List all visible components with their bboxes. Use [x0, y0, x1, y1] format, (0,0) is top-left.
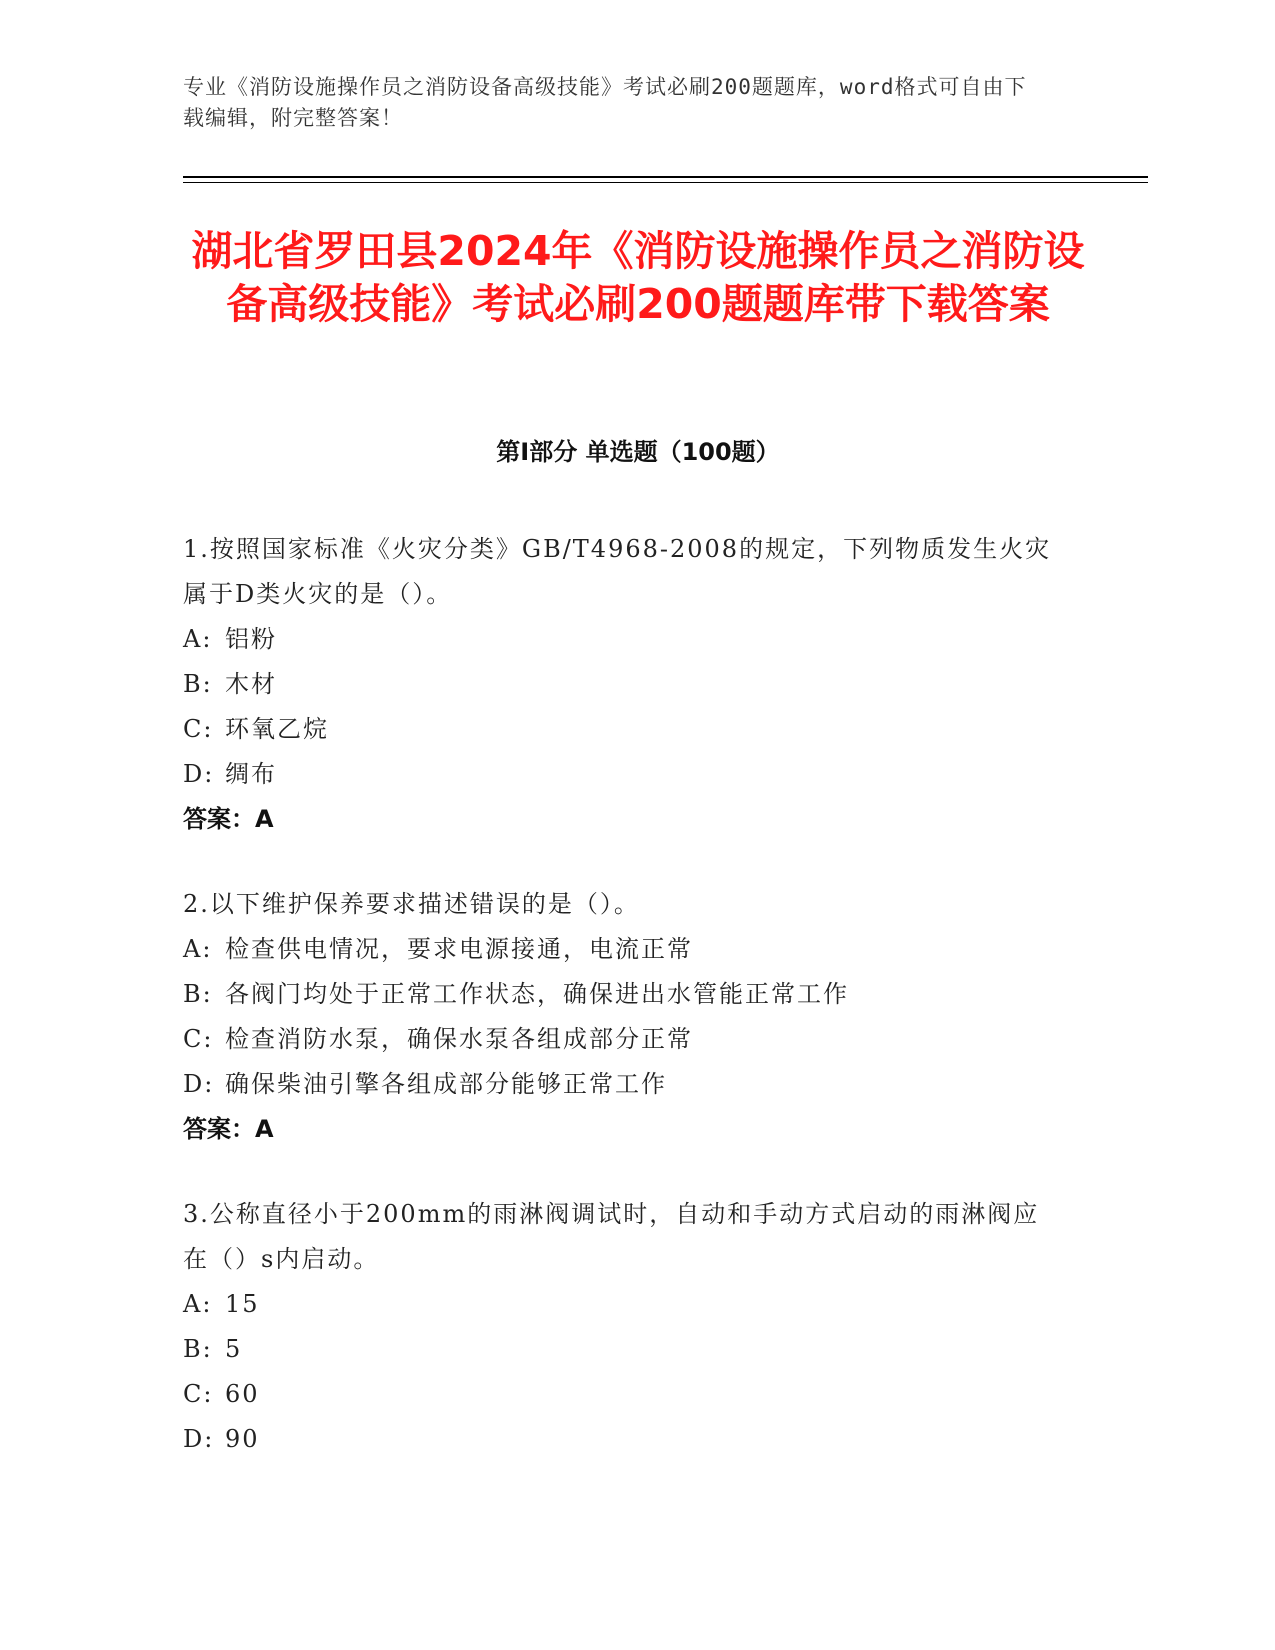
option-c: [183, 1017, 1063, 1062]
option-text: 各阀门均处于正常工作状态，确保进出水管能正常工作: [225, 980, 849, 1008]
option-b: [183, 1327, 1063, 1372]
option-text: 绸布: [225, 760, 277, 788]
option-letter: C:: [183, 1380, 214, 1408]
option-letter: A:: [183, 935, 213, 963]
answer-label: 答案：A: [183, 1115, 274, 1143]
option-text: 铝粉: [225, 625, 277, 653]
header-divider-thin: [183, 182, 1148, 183]
option-d: [183, 1062, 1063, 1107]
option-letter: B:: [183, 1335, 213, 1363]
option-text: 15: [225, 1290, 260, 1318]
section-title: 第Ⅰ部分 单选题（100题）: [496, 438, 780, 466]
question-stem: 2.以下维护保养要求描述错误的是（）。: [183, 890, 640, 918]
question-3: [183, 1192, 1063, 1462]
answer-label: 答案：A: [183, 805, 274, 833]
option-text: 检查供电情况，要求电源接通，电流正常: [225, 935, 693, 963]
option-a: [183, 617, 1063, 662]
option-text: 5: [225, 1335, 243, 1363]
option-d: [183, 1417, 1063, 1462]
option-a: [183, 1282, 1063, 1327]
option-letter: B:: [183, 670, 213, 698]
option-text: 60: [225, 1380, 260, 1408]
question-stem: 1.按照国家标准《火灾分类》GB/T4968-2008的规定，下列物质发生火灾属于D类火灾的是（）。: [183, 535, 1052, 608]
option-c: [183, 1372, 1063, 1417]
option-text: 木材: [225, 670, 277, 698]
option-a: [183, 927, 1063, 972]
option-text: 确保柴油引擎各组成部分能够正常工作: [225, 1070, 667, 1098]
option-letter: B:: [183, 980, 213, 1008]
option-letter: C:: [183, 1025, 214, 1053]
option-text: 环氧乙烷: [225, 715, 329, 743]
option-d: [183, 752, 1063, 797]
option-b: [183, 662, 1063, 707]
option-letter: A:: [183, 625, 213, 653]
question-1: [183, 527, 1063, 842]
option-letter: D:: [183, 760, 215, 788]
option-b: [183, 972, 1063, 1017]
option-letter: D:: [183, 1070, 215, 1098]
option-letter: C:: [183, 715, 214, 743]
header-divider-thick: [183, 176, 1148, 178]
question-list: [183, 527, 1063, 1502]
option-text: 90: [225, 1425, 260, 1453]
option-text: 检查消防水泵，确保水泵各组成部分正常: [225, 1025, 693, 1053]
document-title: 湖北省罗田县2024年《消防设施操作员之消防设备高级技能》考试必刷200题题库带下载答案: [191, 227, 1085, 328]
option-letter: A:: [183, 1290, 213, 1318]
question-stem: 3.公称直径小于200mm的雨淋阀调试时，自动和手动方式启动的雨淋阀应在（）s内启动。: [183, 1200, 1040, 1273]
header-note: 专业《消防设施操作员之消防设备高级技能》考试必刷200题题库，word格式可自由下载编辑，附完整答案！: [183, 75, 1027, 130]
option-c: [183, 707, 1063, 752]
option-letter: D:: [183, 1425, 215, 1453]
question-2: [183, 882, 1063, 1152]
